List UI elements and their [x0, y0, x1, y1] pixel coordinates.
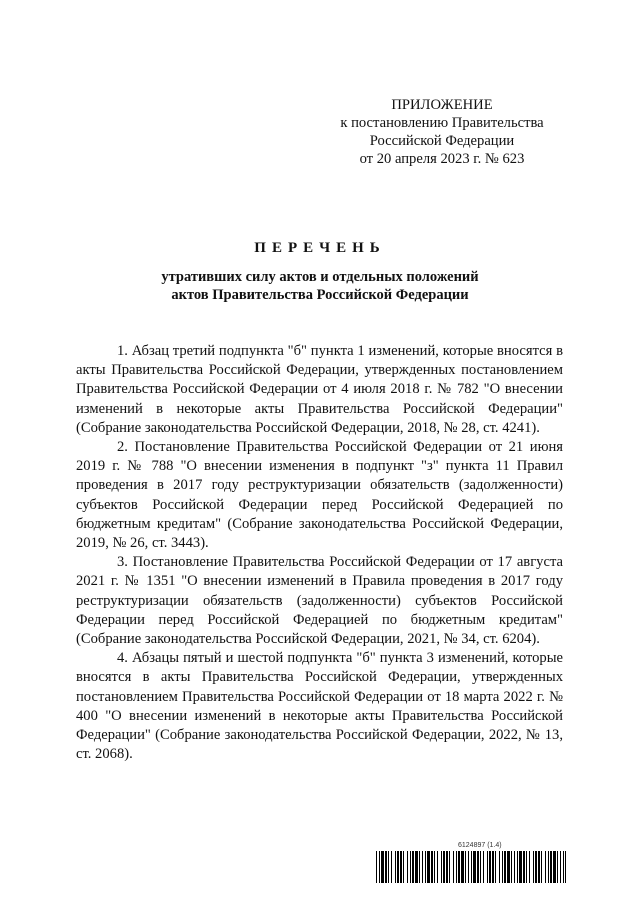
barcode-bar [507, 851, 510, 883]
barcode-bar [519, 851, 522, 883]
barcode-bar [511, 851, 512, 883]
barcode-bar [434, 851, 435, 883]
barcode-bar [517, 851, 518, 883]
barcode-bar [533, 851, 534, 883]
barcode-bar [431, 851, 433, 883]
barcode-icon [376, 851, 566, 883]
barcode-bar [385, 851, 387, 883]
barcode-bar [410, 851, 411, 883]
barcode-bar [443, 851, 445, 883]
barcode-bar [461, 851, 464, 883]
barcode-bar [471, 851, 472, 883]
document-body [76, 342, 563, 764]
list-item-1: 1. Абзац третий подпункта "б" пункта 1 изменений, которые вносятся в акты Правительства Российской Федерации, утвержденных постановлением Правительства Российской Федерации от 4 июля 2018 г. № 782 "О внесении изменений в некоторые акты Правительства Российской Федерации" (Собрание законодательства Российской Федерации, 2018, № 28, ст. 4241). [76, 343, 563, 436]
barcode-bar [415, 851, 418, 883]
barcode-bar [407, 851, 408, 883]
subtitle-line-1: утративших силу актов и отдельных положений [161, 269, 479, 285]
list-item-2: 2. Постановление Правительства Российской Федерации от 21 июня 2019 г. № 788 "О внесении изменения в подпункт "з" пункта 11 Правил проведения в 2017 году реструктуризации обязательств (задолженности) субъектов Российской Федерации перед Российской Федерацией по бюджетным кредитам" (Собрание законодательства Российской Федерации, 2019, № 26, ст. 3443). [76, 439, 563, 552]
appendix-header [300, 96, 584, 168]
barcode-number: 6124897 (1.4) [458, 842, 502, 849]
barcode-bar [499, 851, 500, 883]
list-item-4: 4. Абзацы пятый и шестой подпункта "б" пункта 3 изменений, которые вносятся в акты Правительства Российской Федерации, утвержденных постановлением Правительства Российской Федерации от 18 марта 2022 г. № 400 "О внесении изменений в некоторые акты Правительства Российской Федерации" (Собрание законодательства Российской Федерации, 2022, № 13, ст. 2068). [76, 650, 563, 763]
barcode-bar [425, 851, 426, 883]
barcode-bar [456, 851, 457, 883]
barcode-bar [422, 851, 423, 883]
barcode-bar [538, 851, 540, 883]
list-item-3: 3. Постановление Правительства Российской Федерации от 17 августа 2021 г. № 1351 "О внесении изменений в Правила проведения в 2017 году реструктуризации обязательств (задолженности) субъектов Российской Федерации перед Российской Федерацией по бюджетным кредитам" (Собрание законодательства Российской Федерации, 2021, № 34, ст. 6204). [76, 554, 563, 648]
appendix-date-number-line: от 20 апреля 2023 г. № 623 [359, 151, 525, 167]
barcode-bar [563, 851, 564, 883]
barcode-bar [560, 851, 561, 883]
barcode-bar [395, 851, 396, 883]
barcode-bar [397, 851, 399, 883]
barcode-bar [441, 851, 442, 883]
barcode-bar [400, 851, 402, 883]
barcode-bar [550, 851, 552, 883]
barcode-bar [477, 851, 479, 883]
barcode-bar [514, 851, 515, 883]
barcode-bar [465, 851, 466, 883]
document-title: ПЕРЕЧЕНЬ [254, 240, 386, 256]
barcode-bar [529, 851, 530, 883]
barcode-bar [480, 851, 481, 883]
barcode-bar [541, 851, 542, 883]
barcode-bar [535, 851, 537, 883]
barcode-bar [446, 851, 448, 883]
barcode-bar [449, 851, 450, 883]
barcode-bar [381, 851, 384, 883]
barcode-bar [376, 851, 377, 883]
barcode-bar [565, 851, 566, 883]
barcode-bar [557, 851, 558, 883]
appendix-resolution-line: к постановлению Правительства [340, 115, 544, 131]
barcode-bar [545, 851, 546, 883]
barcode-bar [487, 851, 488, 883]
barcode-bar [495, 851, 496, 883]
barcode-bar [437, 851, 438, 883]
barcode-bar [502, 851, 503, 883]
barcode-bar [453, 851, 454, 883]
barcode-bar [492, 851, 494, 883]
barcode-bar [526, 851, 527, 883]
appendix-label: ПРИЛОЖЕНИЕ [391, 97, 493, 113]
barcode-bar [523, 851, 525, 883]
appendix-federation-line: Российской Федерации [369, 133, 515, 149]
barcode-bar [388, 851, 389, 883]
document-subtitle [0, 268, 640, 304]
barcode-bar [548, 851, 549, 883]
barcode-bar [458, 851, 460, 883]
barcode-bar [489, 851, 491, 883]
barcode-bar [412, 851, 414, 883]
barcode-bar [483, 851, 484, 883]
barcode-bar [468, 851, 469, 883]
barcode-bar [379, 851, 380, 883]
barcode-bar [427, 851, 430, 883]
subtitle-line-2: актов Правительства Российской Федерации [171, 287, 469, 303]
barcode-bar [391, 851, 392, 883]
barcode-bar [504, 851, 506, 883]
barcode-bar [473, 851, 476, 883]
barcode-bar [403, 851, 404, 883]
barcode-bar [553, 851, 556, 883]
barcode-bar [419, 851, 420, 883]
